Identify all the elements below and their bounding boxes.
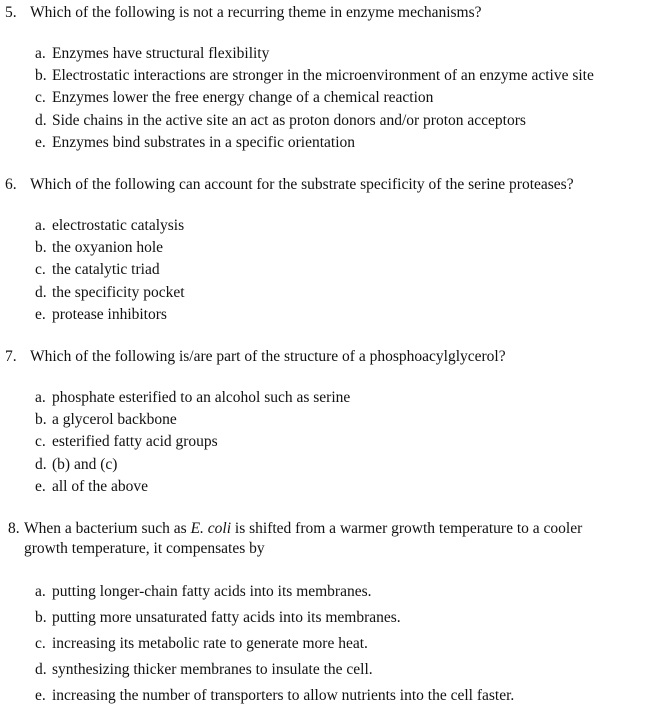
question-5-stem bbox=[5, 3, 643, 23]
question-7-number: 7. bbox=[5, 348, 17, 366]
option-8b bbox=[5, 605, 643, 631]
option-letter: d. bbox=[35, 455, 47, 473]
option-text: the oxyanion hole bbox=[52, 239, 164, 257]
option-5b bbox=[5, 65, 643, 87]
option-letter: b. bbox=[35, 239, 47, 257]
question-6-text: Which of the following can account for the substrate specificity of the serine proteases? bbox=[30, 176, 574, 194]
stem-run: When a bacterium such as bbox=[24, 520, 191, 538]
option-text: protease inhibitors bbox=[52, 305, 167, 323]
option-letter: c. bbox=[35, 635, 46, 653]
option-6a bbox=[5, 215, 643, 237]
question-5-options bbox=[5, 43, 643, 154]
option-8c bbox=[5, 631, 643, 657]
option-5e bbox=[5, 132, 643, 154]
question-7-stem bbox=[5, 347, 643, 367]
option-text: putting longer-chain fatty acids into its membranes. bbox=[52, 583, 372, 601]
option-6b bbox=[5, 237, 643, 259]
option-letter: e. bbox=[35, 687, 46, 705]
option-letter: a. bbox=[35, 389, 46, 407]
option-letter: e. bbox=[35, 305, 46, 323]
option-letter: d. bbox=[35, 283, 47, 301]
species-name-italic: E. coli bbox=[190, 520, 232, 538]
option-text: Enzymes have structural flexibility bbox=[52, 45, 270, 62]
option-letter: d. bbox=[35, 111, 47, 129]
option-text: all of the above bbox=[52, 477, 148, 495]
option-letter: e. bbox=[35, 133, 46, 151]
option-text: Electrostatic interactions are stronger in the microenvironment of an enzyme active site bbox=[52, 67, 594, 85]
option-text: increasing its metabolic rate to generate more heat. bbox=[52, 635, 368, 653]
option-text: esterified fatty acid groups bbox=[52, 433, 218, 451]
option-letter: d. bbox=[35, 661, 47, 679]
option-text: putting more unsaturated fatty acids into its membranes. bbox=[52, 609, 401, 627]
option-6e bbox=[5, 304, 643, 326]
question-8-number: 8. bbox=[8, 520, 20, 538]
question-8 bbox=[5, 519, 643, 709]
option-letter: a. bbox=[35, 45, 46, 62]
question-5 bbox=[5, 3, 643, 154]
question-5-text: Which of the following is not a recurring theme in enzyme mechanisms? bbox=[30, 4, 482, 21]
option-5c bbox=[5, 87, 643, 109]
option-text: Side chains in the active site an act as proton donors and/or proton acceptors bbox=[52, 111, 526, 129]
option-text: Enzymes lower the free energy change of a chemical reaction bbox=[52, 89, 434, 107]
option-text: a glycerol backbone bbox=[52, 411, 177, 429]
question-8-text-line2: growth temperature, it compensates by bbox=[24, 540, 265, 558]
option-text: synthesizing thicker membranes to insulate the cell. bbox=[52, 661, 373, 679]
option-letter: c. bbox=[35, 261, 46, 279]
question-6-stem bbox=[5, 175, 643, 195]
stem-run: is shifted from a warmer growth temperature to a cooler bbox=[231, 520, 583, 538]
question-8-stem bbox=[5, 519, 643, 559]
question-7-options bbox=[5, 387, 643, 498]
option-letter: a. bbox=[35, 583, 46, 601]
option-6d bbox=[5, 282, 643, 304]
option-8a bbox=[5, 579, 643, 605]
option-8e bbox=[5, 683, 643, 709]
option-letter: a. bbox=[35, 217, 46, 235]
option-text: phosphate esterified to an alcohol such as serine bbox=[52, 389, 351, 407]
option-7d bbox=[5, 454, 643, 476]
option-5a bbox=[5, 43, 643, 65]
question-6-number: 6. bbox=[5, 176, 17, 194]
option-7c bbox=[5, 431, 643, 453]
option-letter: c. bbox=[35, 433, 46, 451]
option-text: electrostatic catalysis bbox=[52, 217, 185, 235]
question-8-options bbox=[5, 579, 643, 709]
option-text: increasing the number of transporters to allow nutrients into the cell faster. bbox=[52, 687, 515, 705]
option-text: Enzymes bind substrates in a specific orientation bbox=[52, 133, 356, 151]
option-letter: b. bbox=[35, 67, 47, 85]
option-letter: e. bbox=[35, 477, 46, 495]
option-text: the specificity pocket bbox=[52, 283, 185, 301]
option-text: the catalytic triad bbox=[52, 261, 160, 279]
option-8d bbox=[5, 657, 643, 683]
question-8-text-line1 bbox=[24, 519, 643, 539]
question-6-options bbox=[5, 215, 643, 326]
option-7b bbox=[5, 409, 643, 431]
option-letter: b. bbox=[35, 411, 47, 429]
option-letter: b. bbox=[35, 609, 47, 627]
option-5d bbox=[5, 110, 643, 132]
question-5-number: 5. bbox=[5, 4, 17, 21]
option-6c bbox=[5, 259, 643, 281]
question-7 bbox=[5, 347, 643, 498]
option-7a bbox=[5, 387, 643, 409]
option-7e bbox=[5, 476, 643, 498]
question-6 bbox=[5, 175, 643, 326]
option-text: (b) and (c) bbox=[52, 455, 118, 473]
option-letter: c. bbox=[35, 89, 46, 107]
question-7-text: Which of the following is/are part of the structure of a phosphoacylglycerol? bbox=[30, 348, 506, 366]
